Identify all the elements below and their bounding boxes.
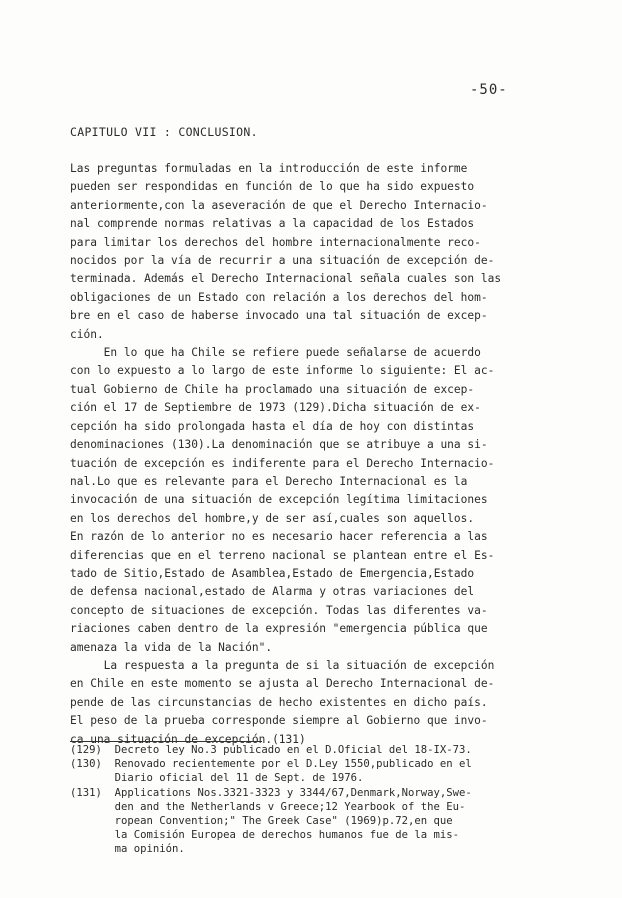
body-line: nal comprende normas relativas a la capacidad de los Estados: [70, 217, 475, 231]
body-line: pende de las circunstancias de hecho existentes en dicho país.: [70, 695, 488, 709]
body-line: pueden ser respondidas en función de lo que ha sido expuesto: [70, 180, 475, 194]
body-line: obligaciones de un Estado con relación a los derechos del hom-: [70, 290, 488, 304]
footnote-line: ropean Convention;" The Greek Case" (1969)p.72,en que: [70, 815, 453, 828]
body-line: con lo expuesto a lo largo de este informe lo siguiente: El ac-: [70, 364, 495, 378]
body-line: ción.: [70, 327, 104, 341]
body-line: riaciones caben dentro de la expresión "emergencia pública que: [70, 622, 488, 636]
body-line: ción el 17 de Septiembre de 1973 (129).Dicha situación de ex-: [70, 401, 481, 415]
body-line: nocidos por la vía de recurrir a una situación de excepción de-: [70, 254, 495, 268]
footnote-line: (129) Decreto ley No.3 publicado en el D.Oficial del 18-IX-73.: [70, 744, 472, 756]
body-line: cepción ha sido prolongada hasta el día de hoy con distintas: [70, 419, 475, 433]
body-line: La respuesta a la pregunta de si la situación de excepción: [70, 658, 495, 672]
body-line: amenaza la vida de la Nación".: [70, 640, 273, 654]
body-line: diferencias que en el terreno nacional se plantean entre el Es-: [70, 548, 495, 562]
body-line: El peso de la prueba corresponde siempre al Gobierno que invo-: [70, 714, 488, 728]
body-line: nal.Lo que es relevante para el Derecho Internacional es la: [70, 474, 468, 488]
body-line: en los derechos del hombre,y de ser así,cuales son aquellos.: [70, 511, 475, 525]
footnote-line: (131) Applications Nos.3321-3323 y 3344/67,Denmark,Norway,Swe-: [70, 786, 472, 799]
body-line: tuación de excepción es indiferente para el Derecho Internacio-: [70, 456, 495, 470]
body-line: anteriormente,con la aseveración de que el Derecho Internacio-: [70, 198, 488, 212]
body-line: invocación de una situación de excepción legítima limitaciones: [70, 493, 488, 507]
body-line: Las preguntas formuladas en la introducción de este informe: [70, 162, 468, 175]
footnote-line: Diario oficial del 11 de Sept. de 1976.: [70, 772, 364, 785]
body-text: [70, 160, 548, 749]
body-line: tado de Sitio,Estado de Asamblea,Estado de Emergencia,Estado: [70, 566, 475, 580]
body-line: en Chile en este momento se ajusta al Derecho Internacional de-: [70, 677, 495, 691]
footnote-line: ma opinión.: [70, 843, 185, 856]
body-line: bre en el caso de haberse invocado una tal situación de excep-: [70, 309, 488, 323]
body-line: de defensa nacional,estado de Alarma y otras variaciones del: [70, 585, 475, 599]
chapter-title: CAPITULO VII : CONCLUSION.: [70, 125, 258, 139]
footnote-line: den and the Netherlands v Greece;12 Yearbook of the Eu-: [70, 800, 466, 813]
body-line: En razón de lo anterior no es necesario hacer referencia a las: [70, 530, 488, 544]
page-number: -50-: [470, 82, 508, 98]
body-line: terminada. Además el Derecho Internacional señala cuales son las: [70, 272, 502, 286]
footnotes: [70, 743, 548, 857]
body-line: denominaciones (130).La denominación que se atribuye a una si-: [70, 438, 488, 452]
footnote-line: la Comisión Europea de derechos humanos fue de la mis-: [70, 829, 460, 842]
body-line: para limitar los derechos del hombre internacionalmente reco-: [70, 235, 481, 249]
body-line: En lo que ha Chile se refiere puede señalarse de acuerdo: [70, 346, 481, 360]
footnote-separator: [70, 741, 262, 742]
footnote-line: (130) Renovado recientemente por el D.Ley 1550,publicado en el: [70, 758, 472, 771]
body-line: ca una situación de excepción.(131): [70, 732, 306, 746]
body-line: tual Gobierno de Chile ha proclamado una situación de excep-: [70, 382, 475, 396]
body-line: concepto de situaciones de excepción. Todas las diferentes va-: [70, 603, 488, 617]
